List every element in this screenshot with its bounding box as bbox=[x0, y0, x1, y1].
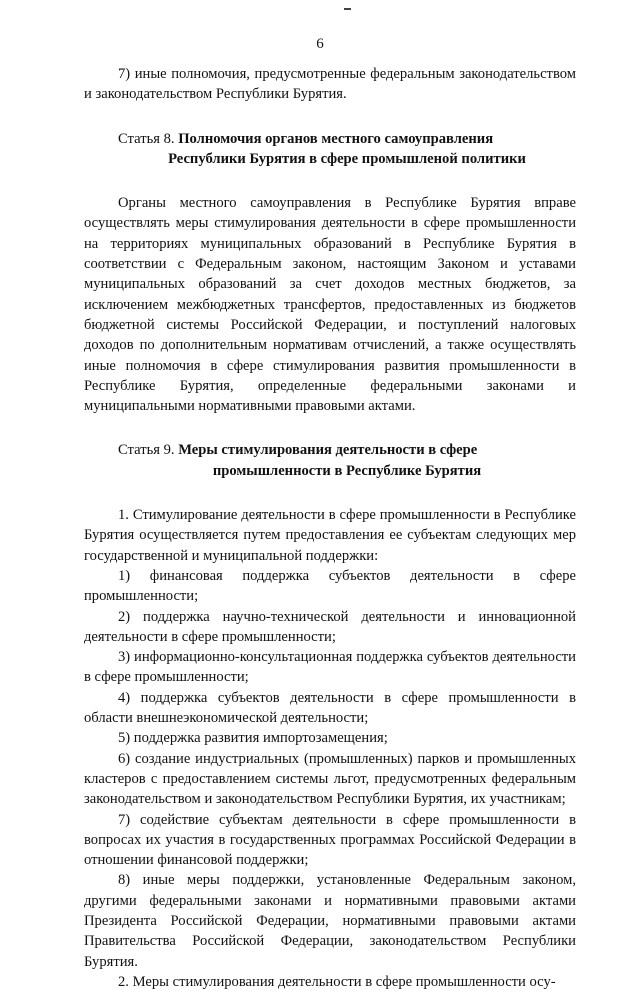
article-9-prefix: Статья 9. bbox=[118, 442, 175, 459]
article-8-title-line1: Полномочия органов местного самоуправления bbox=[178, 130, 494, 147]
article-9-title-line2: промышленности в Республике Бурятия bbox=[212, 462, 482, 479]
list-item: 7) содействие субъектам деятельности в сфере промышленности в вопросах их участия в государственных программах Российской Федерации в отношении финансовой поддержки; bbox=[84, 811, 576, 869]
top-fragment-paragraph: 7) иные полномочия, предусмотренные федеральным законодательством и законодательством Республики Бурятия. bbox=[84, 66, 576, 103]
article-8-body: Органы местного самоуправления в Республике Бурятия вправе осуществлять меры стимулирования деятельности в сфере промышленности на территориях муниципальных образований в Республике Бурятия в соответствии с Федеральным законом, настоящим Законом и уставами муниципальных образований за счет доходов местных бюджетов, за исключением межбюджетных трансфертов, предоставленных из бюджетов бюджетной системы Российской Федерации, и поступлений налоговых доходов по дополнительным нормативам отчислений, а также осуществлять иные полномочия в сфере стимулирования развития промышленности в Республике Бурятия, определенные федеральными законами и муниципальными нормативными правовыми актами. bbox=[84, 195, 576, 415]
article-9-intro: 1. Стимулирование деятельности в сфере промышленности в Республике Бурятия осуществляется путем предоставления ее субъектам следующих мер государственной и муниципальной поддержки: bbox=[84, 507, 576, 564]
article-9-title-line1: Меры стимулирования деятельности в сфере bbox=[178, 442, 478, 459]
article-8-heading bbox=[84, 129, 576, 170]
page-number: 6 bbox=[316, 36, 324, 52]
list-item: 2) поддержка научно-технической деятельности и инновационной деятельности в сфере промышленности; bbox=[84, 608, 576, 645]
list-item: 5) поддержка развития импортозамещения; bbox=[118, 730, 388, 747]
list-item: 3) информационно-консультационная поддержка субъектов деятельности в сфере промышленности; bbox=[84, 649, 576, 686]
list-item: 8) иные меры поддержки, установленные Федеральным законом, другими федеральными законами и нормативными правовыми актами Президента Российской Федерации, нормативными правовыми актами Правительства Российской Федерации, законодательством Республики Бурятия. bbox=[84, 872, 576, 970]
article-9-heading bbox=[84, 440, 576, 481]
list-item: 6) создание индустриальных (промышленных) парков и промышленных кластеров с предоставлением системы льгот, предусмотренных федеральным законодательством и законодательством Республики Бурятия, их участникам; bbox=[84, 750, 576, 808]
document-body bbox=[84, 64, 576, 992]
list-item: 4) поддержка субъектов деятельности в сфере промышленности в области внешнеэкономической деятельности; bbox=[84, 689, 576, 727]
list-item: 1) финансовая поддержка субъектов деятельности в сфере промышленности; bbox=[84, 567, 576, 605]
article-8-title-line2: Республики Бурятия в сфере промышленой политики bbox=[168, 150, 526, 167]
scan-artifact bbox=[344, 8, 351, 10]
article-9-part-2-start: 2. Меры стимулирования деятельности в сфере промышленности осу- bbox=[118, 973, 556, 990]
article-8-prefix: Статья 8. bbox=[118, 130, 175, 147]
